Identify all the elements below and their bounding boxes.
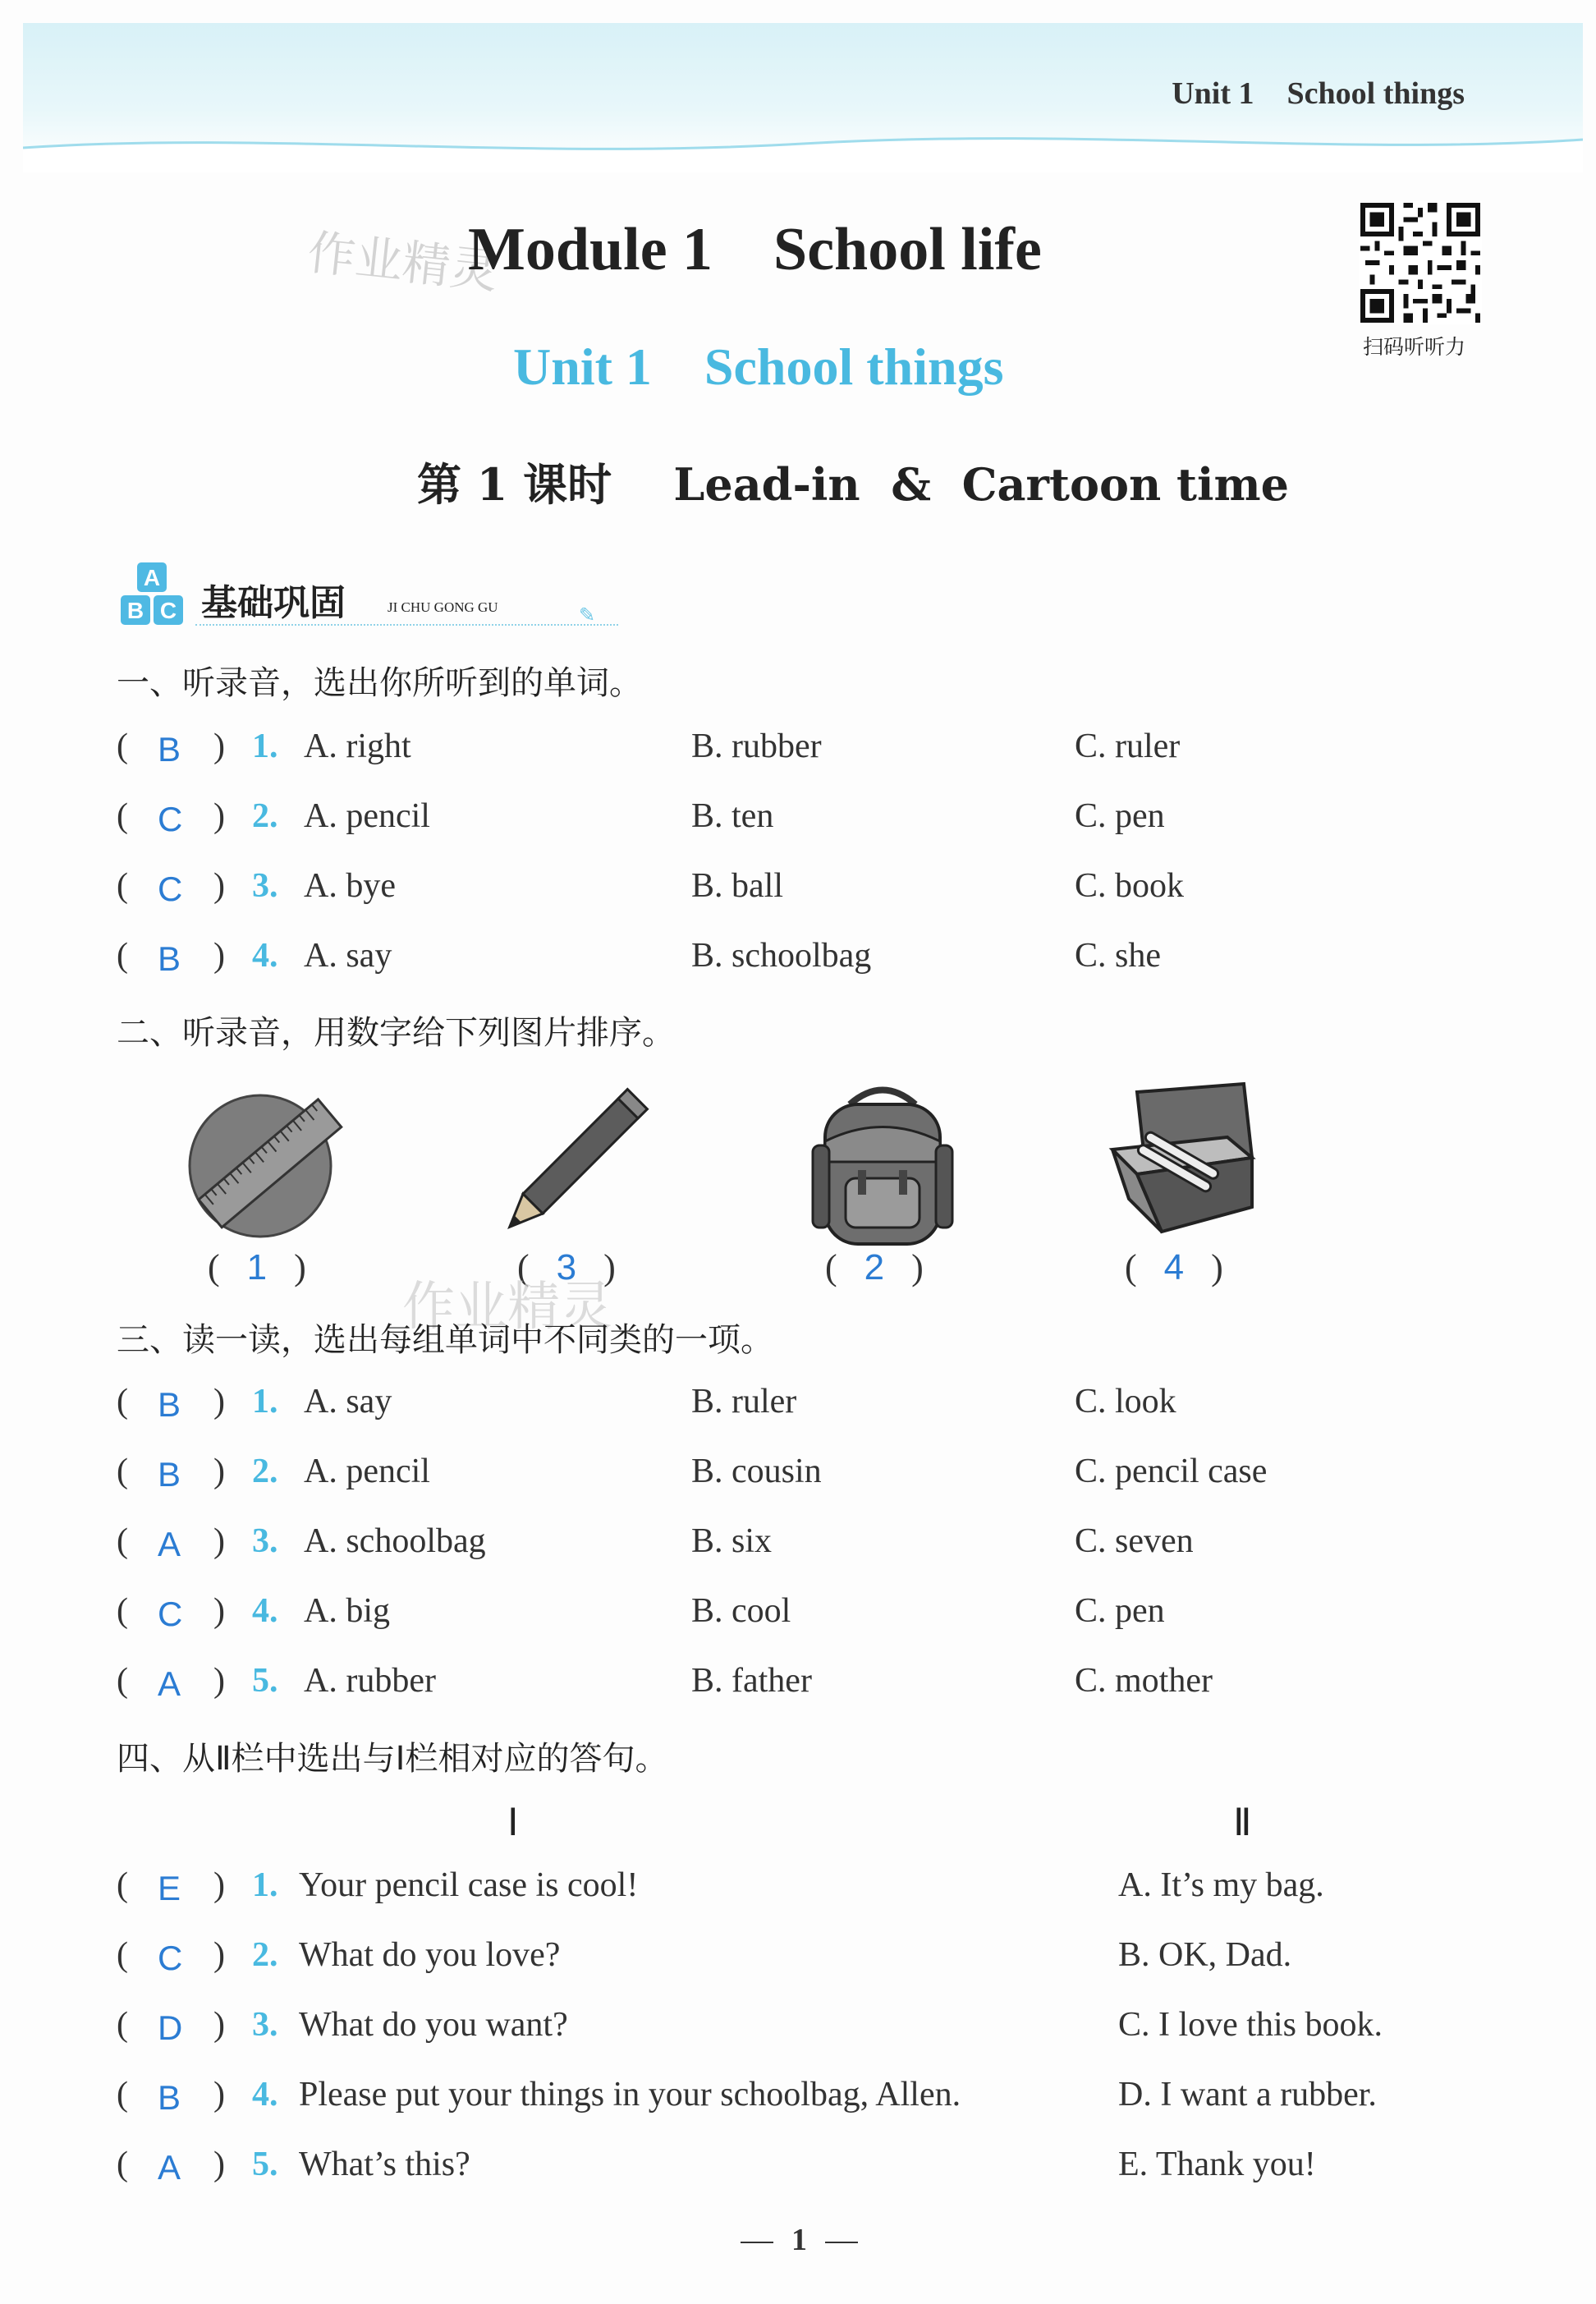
section-divider — [195, 624, 618, 626]
question-sentence: Please put your things in your schoolbag, Allen. — [299, 2076, 961, 2114]
option-b: B. ruler — [691, 1383, 797, 1420]
right-paren: ) — [213, 937, 225, 975]
svg-text:B: B — [126, 598, 144, 623]
question-sentence: What’s this? — [299, 2146, 470, 2183]
right-paren: ) — [213, 2006, 225, 2044]
q3-item — [117, 1591, 1512, 1641]
option-c: C. mother — [1075, 1662, 1213, 1700]
option-a: A. right — [304, 727, 411, 765]
q3-heading: 三、读一读，选出每组单词中不同类的一项。 — [117, 1321, 773, 1359]
question-sentence: What do you want? — [299, 2006, 568, 2044]
option-b: B. schoolbag — [691, 937, 872, 975]
right-paren: ) — [213, 797, 225, 835]
column-one-heading: Ⅰ — [507, 1801, 519, 1843]
module-title: Module 1 School life — [468, 216, 1042, 283]
item-number: 3. — [252, 867, 278, 905]
answer-letter: E — [158, 1869, 181, 1907]
item-number: 5. — [252, 1662, 278, 1700]
option-b: B. cool — [691, 1592, 791, 1630]
pic-answer-3: ( 2 ) — [825, 1247, 924, 1287]
option-a: A. big — [304, 1592, 390, 1630]
item-number: 5. — [252, 2146, 278, 2183]
option-b: B. cousin — [691, 1453, 822, 1490]
right-paren: ) — [213, 1936, 225, 1974]
answer-letter: B — [158, 2078, 181, 2117]
right-paren: ) — [213, 2076, 225, 2114]
option-b: B. ball — [691, 867, 783, 905]
answer-option: B. OK, Dad. — [1118, 1936, 1292, 1974]
left-paren: ( — [117, 1936, 128, 1974]
answer-letter: B — [158, 1455, 181, 1494]
option-b: B. rubber — [691, 727, 822, 765]
option-a: A. say — [304, 1383, 392, 1420]
question-sentence: What do you love? — [299, 1936, 561, 1974]
answer-letter: A — [158, 1525, 181, 1563]
q3-item — [117, 1452, 1512, 1501]
right-paren: ) — [213, 1592, 225, 1630]
option-a: A. pencil — [304, 1453, 430, 1490]
option-c: C. pencil case — [1075, 1453, 1268, 1490]
answer-letter: A — [158, 1664, 181, 1703]
option-b: B. father — [691, 1662, 812, 1700]
section-title: 基础巩固 — [201, 582, 346, 624]
answer-letter: C — [158, 1595, 183, 1633]
answer-option: D. I want a rubber. — [1118, 2076, 1377, 2114]
pencil-decor-icon: ✎ — [579, 604, 596, 626]
q3-item — [117, 1521, 1512, 1571]
left-paren: ( — [117, 2146, 128, 2183]
q1-item — [117, 936, 1512, 985]
right-paren: ) — [213, 2146, 225, 2183]
answer-letter: C — [158, 800, 183, 838]
option-a: A. schoolbag — [304, 1522, 486, 1560]
pic-answer-4: ( 4 ) — [1125, 1247, 1223, 1287]
item-number: 2. — [252, 797, 278, 835]
answer-option: E. Thank you! — [1118, 2146, 1316, 2183]
answer-letter: D — [158, 2008, 183, 2047]
q4-item — [117, 2075, 1512, 2124]
lesson-title: 第 1 课时 Lead-in & Cartoon time — [417, 458, 1289, 511]
ruler-icon — [185, 1084, 349, 1248]
answer-option: A. It’s my bag. — [1118, 1866, 1324, 1904]
svg-text:A: A — [143, 565, 161, 590]
option-a: A. bye — [304, 867, 396, 905]
pencil-case-icon — [1104, 1076, 1260, 1240]
option-b: B. six — [691, 1522, 773, 1560]
q3-item — [117, 1661, 1512, 1710]
q2-pictures — [0, 1076, 1596, 1314]
left-paren: ( — [117, 2006, 128, 2044]
answer-letter: C — [158, 1939, 183, 1977]
item-number: 2. — [252, 1936, 278, 1974]
right-paren: ) — [213, 1383, 225, 1420]
section-pinyin: JI CHU GONG GU — [388, 599, 498, 615]
answer-letter: B — [158, 730, 181, 769]
right-paren: ) — [213, 1866, 225, 1904]
item-number: 4. — [252, 937, 278, 975]
page-number: 1 — [722, 2222, 876, 2258]
qr-code[interactable] — [1359, 201, 1482, 324]
option-a: A. say — [304, 937, 392, 975]
q4-item — [117, 1866, 1512, 1915]
item-number: 3. — [252, 1522, 278, 1560]
pic-answer-1: ( 1 ) — [208, 1247, 306, 1287]
pencil-icon — [484, 1080, 657, 1252]
left-paren: ( — [117, 2076, 128, 2114]
q4-heading: 四、从Ⅱ栏中选出与Ⅰ栏相对应的答句。 — [117, 1740, 668, 1778]
option-c: C. book — [1075, 867, 1185, 905]
option-a: A. rubber — [304, 1662, 436, 1700]
option-c: C. look — [1075, 1383, 1176, 1420]
item-number: 4. — [252, 2076, 278, 2114]
q1-item — [117, 727, 1512, 776]
right-paren: ) — [213, 1453, 225, 1490]
q3-item — [117, 1382, 1512, 1431]
answer-letter: B — [158, 939, 181, 978]
q4-item — [117, 1935, 1512, 1985]
schoolbag-icon — [800, 1080, 965, 1252]
pic-answer-2: ( 3 ) — [517, 1247, 616, 1287]
item-number: 2. — [252, 1453, 278, 1490]
q4-item — [117, 2145, 1512, 2194]
option-c: C. pen — [1075, 797, 1165, 835]
right-paren: ) — [213, 1662, 225, 1700]
item-number: 4. — [252, 1592, 278, 1630]
watermark-2: 作业精灵 — [402, 1277, 612, 1338]
left-paren: ( — [117, 1662, 128, 1700]
item-number: 1. — [252, 1866, 278, 1904]
answer-letter: C — [158, 870, 183, 908]
item-number: 3. — [252, 2006, 278, 2044]
left-paren: ( — [117, 1866, 128, 1904]
question-sentence: Your pencil case is cool! — [299, 1866, 639, 1904]
column-two-heading: Ⅱ — [1233, 1801, 1252, 1843]
left-paren: ( — [117, 1522, 128, 1560]
answer-letter: B — [158, 1385, 181, 1424]
answer-option: C. I love this book. — [1118, 2006, 1383, 2044]
running-unit: Unit 1 — [1172, 76, 1254, 111]
left-paren: ( — [117, 937, 128, 975]
left-paren: ( — [117, 1453, 128, 1490]
option-c: C. pen — [1075, 1592, 1165, 1630]
running-head — [1139, 76, 1465, 112]
left-paren: ( — [117, 727, 128, 765]
left-paren: ( — [117, 1592, 128, 1630]
svg-text:C: C — [159, 598, 177, 623]
option-c: C. she — [1075, 937, 1161, 975]
left-paren: ( — [117, 1383, 128, 1420]
q2-heading: 二、听录音，用数字给下列图片排序。 — [117, 1014, 675, 1052]
abc-blocks-icon — [119, 561, 186, 626]
item-number: 1. — [252, 1383, 278, 1420]
left-paren: ( — [117, 797, 128, 835]
option-c: C. ruler — [1075, 727, 1181, 765]
right-paren: ) — [213, 727, 225, 765]
q1-item — [117, 866, 1512, 916]
answer-letter: A — [158, 2148, 181, 2187]
q4-item — [117, 2005, 1512, 2054]
right-paren: ) — [213, 1522, 225, 1560]
right-paren: ) — [213, 867, 225, 905]
q1-heading: 一、听录音，选出你所听到的单词。 — [117, 664, 642, 702]
watermark: 作业精灵 — [305, 224, 501, 300]
unit-title: Unit 1 School things — [513, 337, 1004, 396]
left-paren: ( — [117, 867, 128, 905]
qr-label: 扫码听听力 — [1363, 335, 1466, 359]
q1-item — [117, 796, 1512, 846]
option-b: B. ten — [691, 797, 774, 835]
running-title: School things — [1286, 76, 1465, 111]
option-a: A. pencil — [304, 797, 430, 835]
item-number: 1. — [252, 727, 278, 765]
option-c: C. seven — [1075, 1522, 1194, 1560]
